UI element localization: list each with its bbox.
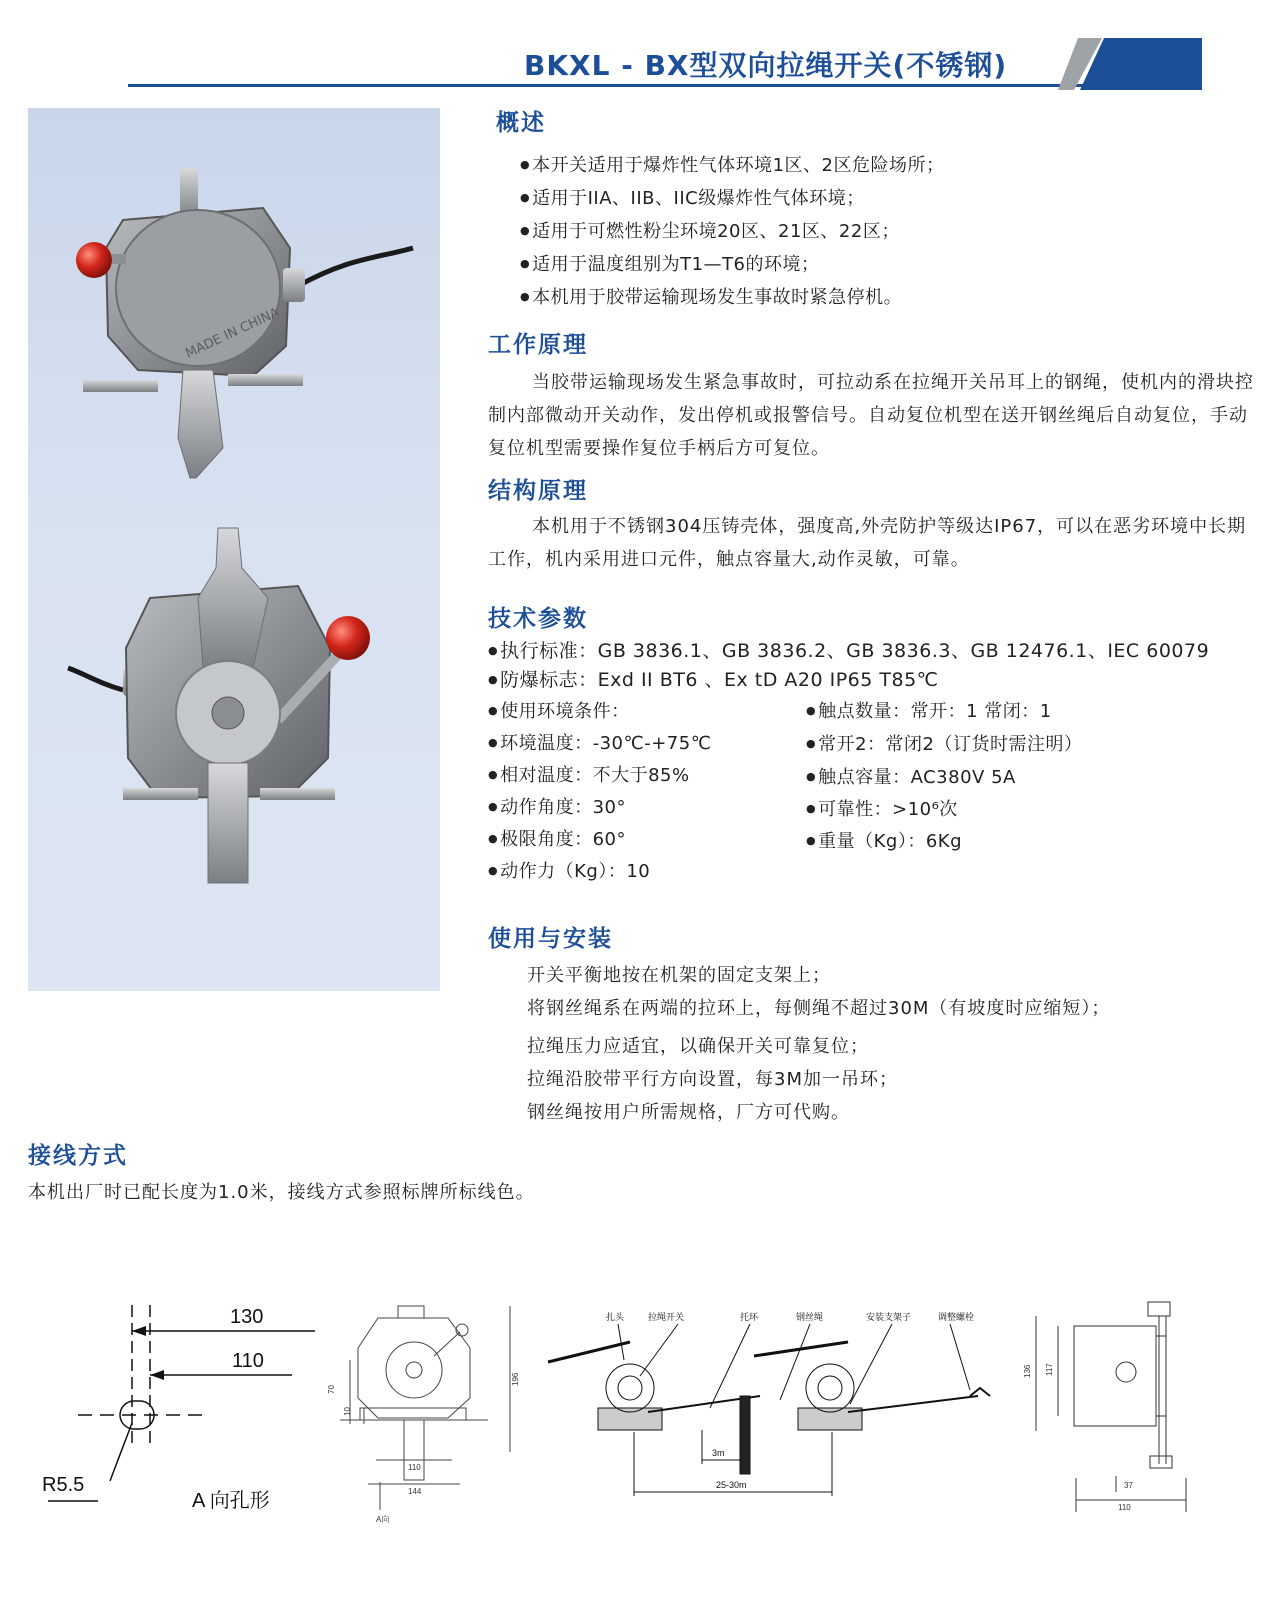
list-item: ● 动作力（Kg）：10 [488,855,711,887]
product-photo [28,108,440,991]
list-item: ● 重量（Kg）：6Kg [806,825,1083,857]
list-item: ● 环境温度：-30℃-+75℃ [488,727,711,759]
list-item: ● 触点数量：常开：1 常闭：1 [806,695,1083,727]
made-in-china-mark: MADE IN CHINA [183,305,282,362]
list-item: ● 触点容量：AC380V 5A [806,761,1083,793]
list-item: 开关平衡地按在机架的固定支架上； [527,965,831,986]
wiring-text: 本机出厂时已配长度为1.0米，接线方式参照标牌所标线色。 [28,1182,535,1203]
overview-title: 概述 [496,110,546,136]
hole-caption: A 向孔形 [192,1490,270,1512]
list-item: ● 动作角度：30° [488,791,711,823]
install-title: 使用与安装 [488,926,613,952]
principle-title: 工作原理 [488,332,588,358]
label-switch: 拉绳开关 [648,1312,685,1322]
list-item: 将钢丝绳系在两端的拉环上，每侧绳不超过30M（有坡度时应缩短）； [527,998,1111,1019]
specs-title: 技术参数 [488,606,588,632]
list-item: ● 适用于可燃性粉尘环境20区、21区、22区； [520,214,945,247]
dim-radius: R5.5 [42,1474,85,1496]
list-item: ● 极限角度：60° [488,823,711,855]
specs-left-list [488,695,711,887]
list-item: ● 适用于温度组别为T1—T6的环境； [520,247,945,280]
dim-25-30m: 25-30m [716,1480,747,1490]
switch-photo-bottom [68,528,370,883]
list-item: ● 常开2：常闭2（订货时需注明） [806,727,1083,761]
list-item: ● 相对温度：不大于85% [488,759,711,791]
page-header [0,0,1281,100]
overview-list [520,148,945,313]
wiring-title: 接线方式 [28,1143,128,1169]
list-item: ● 本开关适用于爆炸性气体环境1区、2区危险场所； [520,148,945,181]
label-wire-rope: 钢丝绳 [796,1312,824,1322]
list-item: 拉绳压力应适宜，以确保开关可靠复位； [527,1036,869,1057]
product-photo-panel [28,108,440,991]
specs-right-list [806,695,1083,857]
hole-diagram [30,1295,330,1535]
dim-10: 10 [343,1407,352,1416]
dim-144: 144 [408,1487,422,1496]
specs-full-list [488,636,1209,696]
header-banner [1058,38,1228,90]
list-item: ● 可靠性：>10⁶次 [806,793,1083,825]
header-rule [128,84,1088,87]
dim-196: 196 [511,1372,520,1386]
switch-photo-top [76,168,413,478]
dim-110: 110 [232,1350,264,1372]
principle-text: 当胶带运输现场发生紧急事故时，可拉动系在拉绳开关吊耳上的钢绳，使机内的滑块控制内部微动开关动作，发出停机或报警信号。自动复位机型在送开钢丝绳后自动复位，手动复位机型需要操作复位手柄后方可复位。 [488,372,1254,459]
label-tuohuan: 托环 [740,1312,759,1322]
dim-117: 117 [1045,1363,1054,1376]
list-item: 拉绳沿胶带平行方向设置，每3M加一吊环； [527,1069,898,1090]
structure-title: 结构原理 [488,478,588,504]
list-item: ● 适用于IIA、IIB、IIC级爆炸性气体环境； [520,181,945,214]
front-view-diagram [320,1300,530,1530]
dim-130: 130 [230,1306,264,1328]
dim-136: 136 [1023,1364,1032,1378]
label-adjust-bolt: 调整螺栓 [938,1312,975,1322]
structure-text: 本机用于不锈钢304压铸壳体，强度高,外壳防护等级达IP67，可以在恶劣环境中长期工作，机内采用进口元件，触点容量大,动作灵敏，可靠。 [488,516,1247,570]
dim-110-front: 110 [408,1463,421,1472]
list-item: ● 本机用于胶带运输现场发生事故时紧急停机。 [520,280,945,313]
dim-110-side: 110 [1118,1503,1131,1512]
dim-37: 37 [1124,1481,1133,1490]
dim-3m: 3m [712,1448,725,1458]
installation-diagram [540,1300,1010,1530]
label-zatou: 扎头 [606,1312,625,1322]
label-bracket: 安装支架子 [866,1312,912,1322]
list-item: ● 使用环境条件： [488,695,711,727]
install-list [527,959,1110,1129]
list-item: 钢丝绳按用户所需规格，厂方可代购。 [527,1102,850,1123]
list-item: ● 防爆标志：Exd II BT6 、Ex tD A20 IP65 T85℃ [488,665,1209,694]
list-item: ● 执行标准：GB 3836.1、GB 3836.2、GB 3836.3、GB 12476.1、IEC 60079 [488,636,1209,665]
view-a-label: A向 [376,1515,390,1524]
page-title: BKXL - BX型双向拉绳开关(不锈钢) [524,49,1008,82]
side-view-diagram [1016,1296,1206,1536]
dim-70: 70 [327,1385,336,1394]
